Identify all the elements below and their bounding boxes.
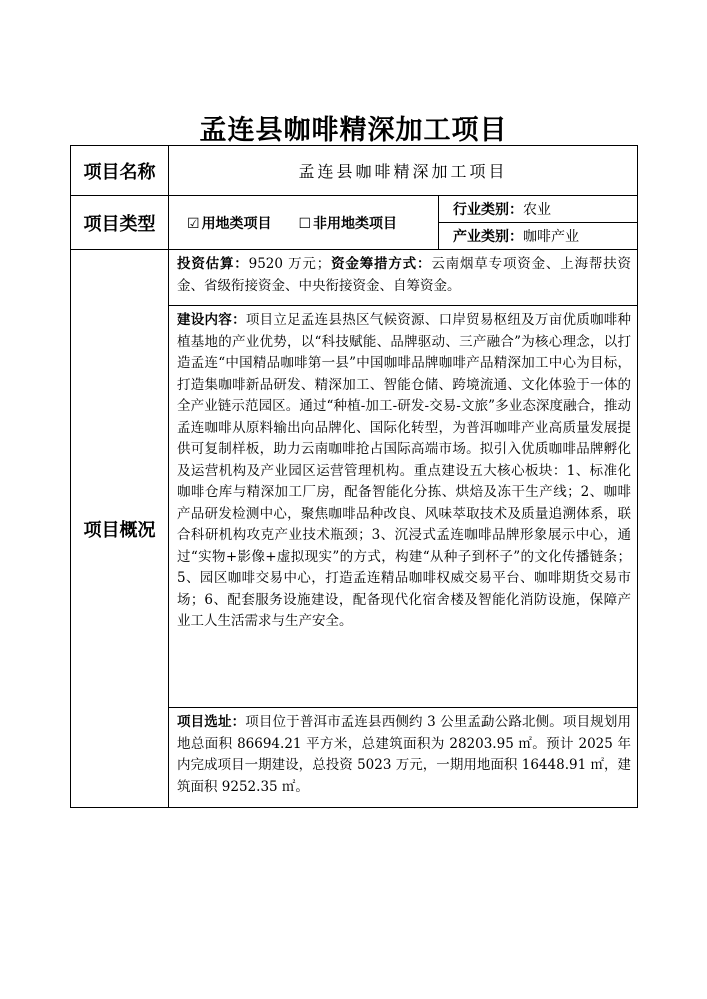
unchecked-box-icon: ☐ bbox=[298, 215, 311, 232]
page-title: 孟连县咖啡精深加工项目 bbox=[199, 115, 508, 146]
industry-category-label: 行业类别： bbox=[453, 202, 523, 218]
land-use-option-label: 用地类项目 bbox=[201, 215, 272, 232]
project-type-label: 项目类型 bbox=[71, 196, 169, 250]
industry-category bbox=[439, 196, 638, 223]
sector-category-label: 产业类别： bbox=[453, 229, 523, 245]
investment-label: 投资估算： bbox=[177, 256, 249, 272]
sector-category-value: 咖啡产业 bbox=[523, 229, 579, 245]
non-land-use-option-label: 非用地类项目 bbox=[313, 215, 397, 232]
row-project-type bbox=[71, 196, 638, 223]
project-info-table bbox=[70, 145, 638, 808]
site-cell bbox=[169, 708, 638, 808]
industry-category-value: 农业 bbox=[523, 202, 551, 218]
land-use-option bbox=[187, 216, 272, 232]
project-type-options bbox=[169, 196, 439, 250]
construction-label: 建设内容： bbox=[177, 312, 246, 328]
row-investment bbox=[71, 250, 638, 306]
site-label: 项目选址： bbox=[177, 714, 246, 730]
site-text: 项目位于普洱市孟连县西侧约 3 公里孟勐公路北侧。项目规划用地总面积 86694.21 平方米，总建筑面积为 28203.95 ㎡。预计 2025 年内完成项目一期建设，总投资 5023 万元，一期用地面积 16448.91 ㎡，建筑面积 9252.35 ㎡。 bbox=[177, 714, 632, 795]
non-land-use-option bbox=[298, 216, 397, 232]
investment-amount: 9520 万元； bbox=[248, 256, 331, 272]
funding-label: 资金筹措方式： bbox=[330, 256, 432, 272]
project-name-value: 孟连县咖啡精深加工项目 bbox=[169, 146, 638, 196]
funding-value: 云南烟草专项资金、上海帮扶资金、省级衔接资金、中央衔接资金、自筹资金。 bbox=[177, 256, 632, 294]
construction-cell bbox=[169, 306, 638, 708]
sector-category bbox=[439, 223, 638, 250]
row-project-name bbox=[71, 146, 638, 196]
project-overview-label: 项目概况 bbox=[71, 250, 169, 808]
project-name-label: 项目名称 bbox=[71, 146, 169, 196]
investment-cell bbox=[169, 250, 638, 306]
construction-text: 项目立足孟连县热区气候资源、口岸贸易枢纽及万亩优质咖啡种植基地的产业优势，以“科技赋能、品牌驱动、三产融合”为核心理念，以打造孟连“中国精品咖啡第一县”中国咖啡品牌咖啡产品精深加工中心为目标，打造集咖啡新品研发、精深加工、智能仓储、跨境流通、文化体验于一体的全产业链示范园区。通过“种植-加工-研发-交易-文旅”多业态深度融合，推动孟连咖啡从原料输出向品牌化、国际化转型，为普洱咖啡产业高质量发展提供可复制样板，助力云南咖啡抢占国际高端市场。拟引入优质咖啡品牌孵化及运营机构及产业园区运营管理机构。重点建设五大核心板块：1、标准化咖啡仓库与精深加工厂房，配备智能化分拣、烘焙及冻干生产线；2、咖啡产品研发检测中心，聚焦咖啡品种改良、风味萃取技术及质量追溯体系，联合科研机构攻克产业技术瓶颈；3、沉浸式孟连咖啡品牌形象展示中心，通过“实物+影像+虚拟现实”的方式，构建“从种子到杯子”的文化传播链条；5、园区咖啡交易中心，打造孟连精品咖啡权威交易平台、咖啡期货交易市场；6、配套服务设施建设，配备现代化宿舍楼及智能化消防设施，保障产业工人生活需求与生产安全。 bbox=[177, 312, 632, 629]
checked-box-icon: ☑ bbox=[187, 215, 200, 232]
